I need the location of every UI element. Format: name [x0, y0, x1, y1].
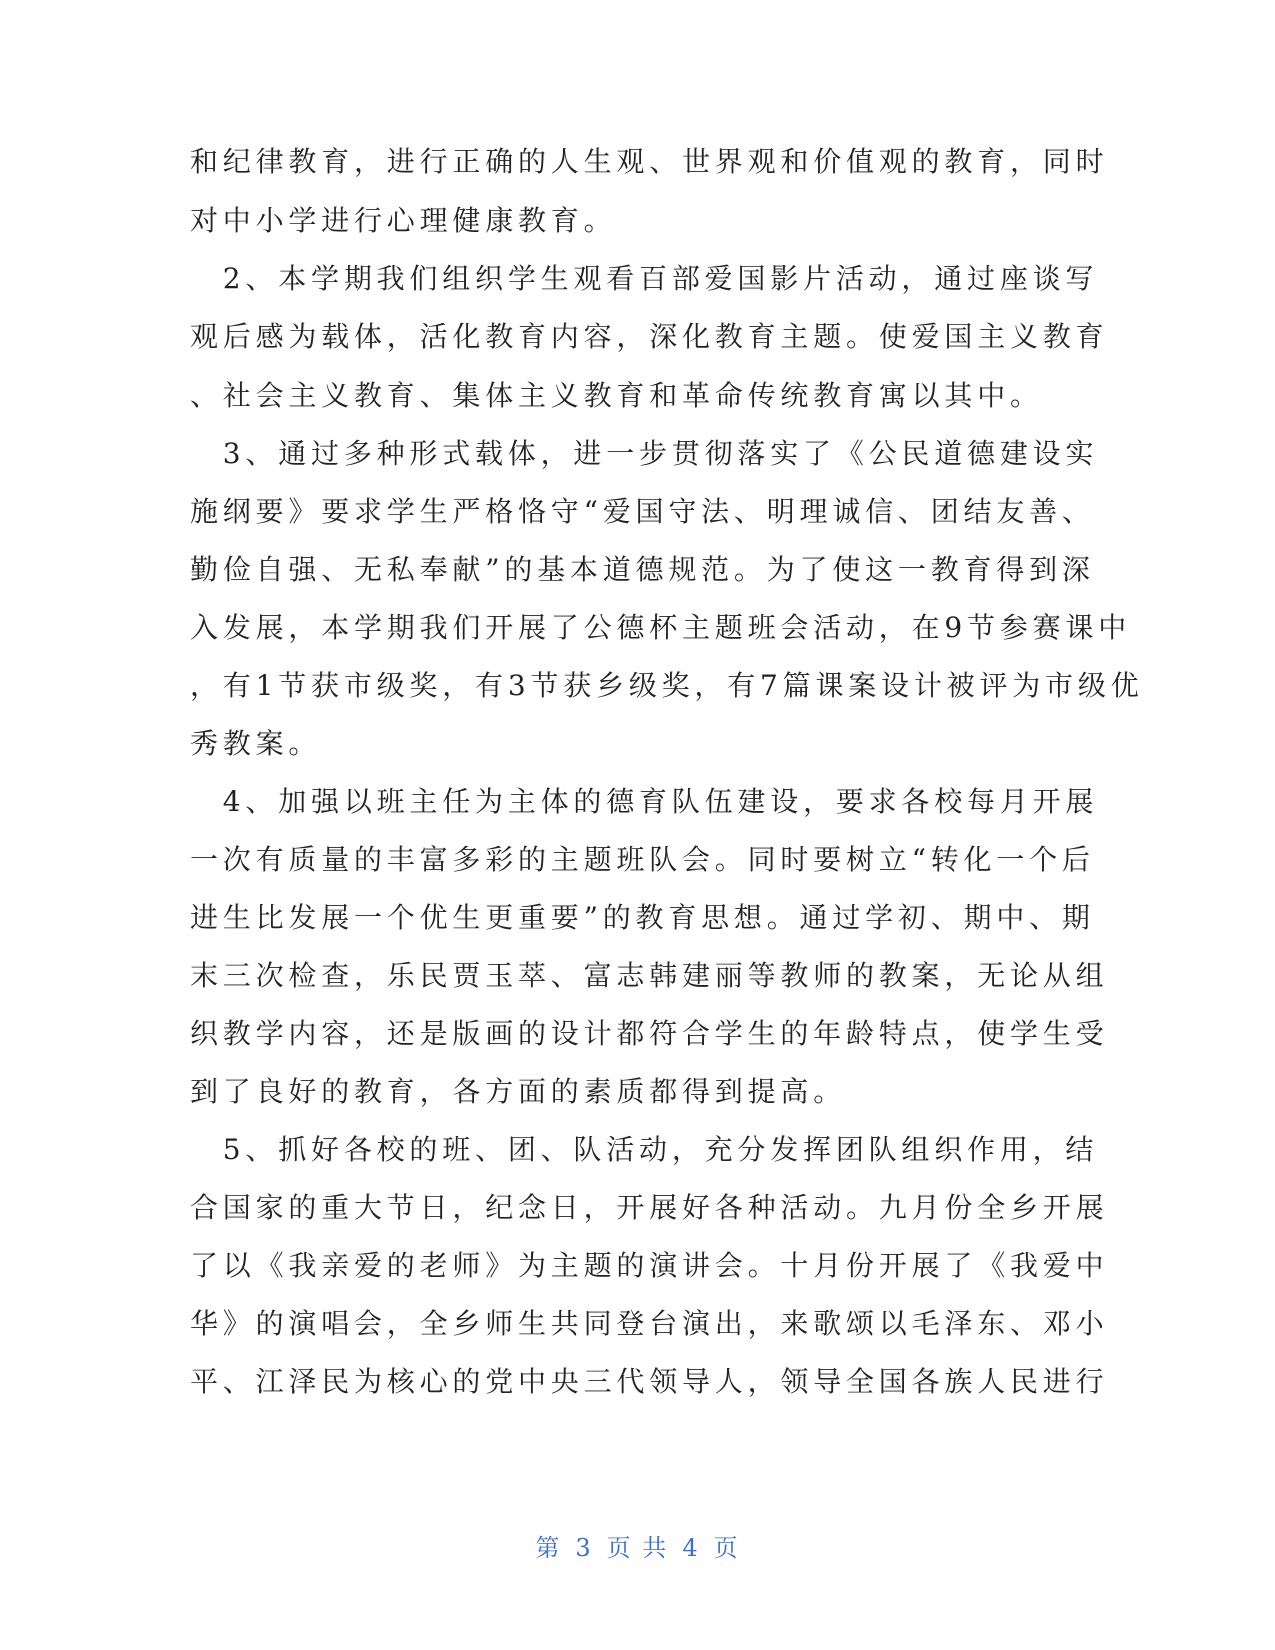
- page-footer: [0, 1532, 1275, 1564]
- text-line-1: 和纪律教育，进行正确的人生观、世界观和价值观的教育，同时: [190, 145, 1109, 178]
- text-line-8: 勤俭自强、无私奉献”的基本道德规范。为了使这一教育得到深: [190, 553, 1095, 586]
- footer-total-pages: 4: [682, 1534, 700, 1562]
- text-line-18: 5、抓好各校的班、团、队活动，充分发挥团队组织作用，结: [190, 1133, 1099, 1166]
- text-line-13: 一次有质量的丰富多彩的主题班队会。同时要树立“转化一个后: [190, 843, 1095, 876]
- text-line-15: 末三次检查，乐民贾玉萃、富志韩建丽等教师的教案，无论从组: [190, 959, 1109, 992]
- text-line-7: 施纲要》要求学生严格恪守“爱国守法、明理诚信、团结友善、: [190, 495, 1095, 528]
- text-line-12: 4、加强以班主任为主体的德育队伍建设，要求各校每月开展: [190, 785, 1099, 818]
- footer-suffix: 页: [713, 1534, 740, 1562]
- text-line-11: 秀教案。: [190, 727, 322, 760]
- text-line-6: 3、通过多种形式载体，进一步贯彻落实了《公民道德建设实: [190, 437, 1099, 470]
- text-line-10: ，有1节获市级奖，有3节获乡级奖，有7篇课案设计被评为市级优: [190, 669, 1144, 702]
- footer-page-number: 3: [575, 1534, 593, 1562]
- footer-middle: 页 共: [606, 1534, 669, 1562]
- text-line-4: 观后感为载体，活化教育内容，深化教育主题。使爱国主义教育: [190, 320, 1109, 353]
- text-line-17: 到了良好的教育，各方面的素质都得到提高。: [190, 1075, 847, 1108]
- text-line-22: 平、江泽民为核心的党中央三代领导人，领导全国各族人民进行: [190, 1365, 1109, 1398]
- text-line-21: 华》的演唱会，全乡师生共同登台演出，来歌颂以毛泽东、邓小: [190, 1307, 1109, 1340]
- footer-prefix: 第: [535, 1534, 562, 1562]
- text-line-20: 了以《我亲爱的老师》为主题的演讲会。十月份开展了《我爱中: [190, 1249, 1109, 1282]
- text-line-19: 合国家的重大节日，纪念日，开展好各种活动。九月份全乡开展: [190, 1191, 1109, 1224]
- text-line-2: 对中小学进行心理健康教育。: [190, 204, 617, 237]
- text-line-14: 进生比发展一个优生更重要”的教育思想。通过学初、期中、期: [190, 901, 1095, 934]
- text-line-16: 织教学内容，还是版画的设计都符合学生的年龄特点，使学生受: [190, 1017, 1109, 1050]
- text-line-5: 、社会主义教育、集体主义教育和革命传统教育寓以其中。: [190, 379, 1043, 412]
- text-line-9: 入发展，本学期我们开展了公德杯主题班会活动，在9节参赛课中: [190, 611, 1132, 644]
- text-line-3: 2、本学期我们组织学生观看百部爱国影片活动，通过座谈写: [190, 262, 1099, 295]
